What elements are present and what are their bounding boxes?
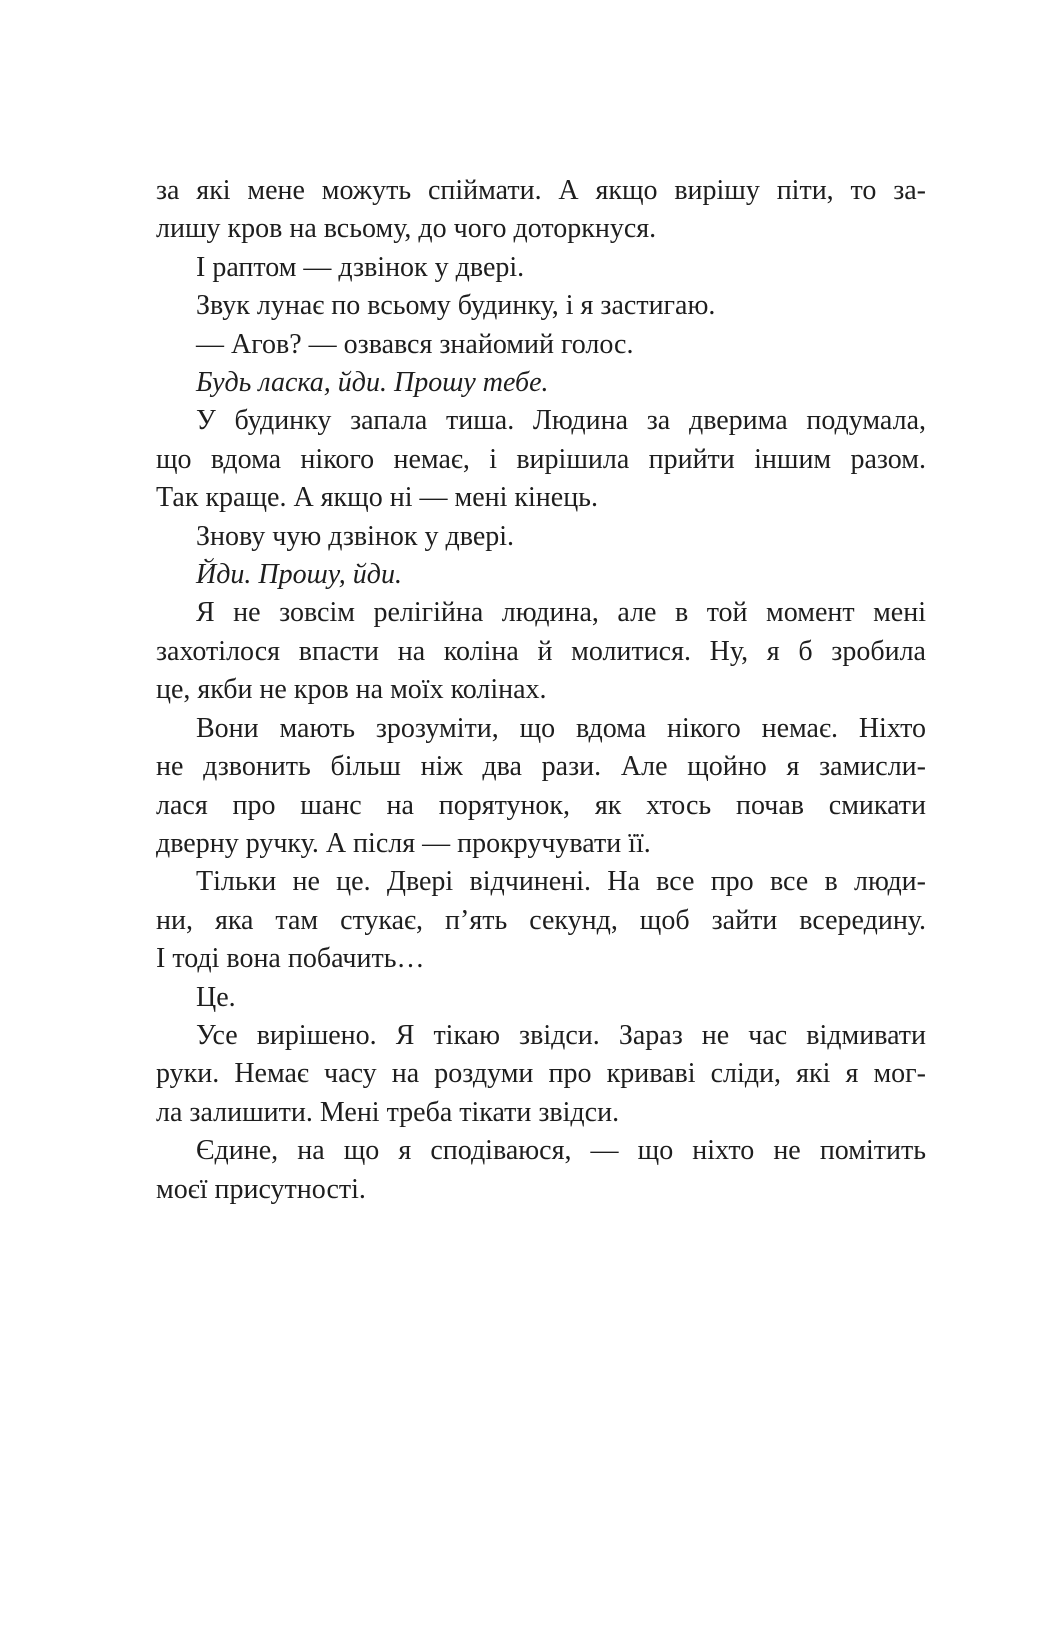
text-line: У будинку запала тиша. Людина за дверима подумала, (196, 405, 926, 437)
text-line: Так краще. А якщо ні — мені кінець. (156, 482, 598, 514)
text-line: І раптом — дзвінок у двері. (196, 251, 525, 283)
text-line-italic: Йди. Прошу, йди. (196, 559, 402, 591)
page-text-block (156, 172, 926, 1209)
text-line: не дзвонить більш ніж два рази. Але щойно я замисли- (156, 751, 926, 783)
text-line: моєї присутності. (156, 1173, 366, 1205)
text-line: Звук лунає по всьому будинку, і я застигаю. (196, 290, 716, 322)
text-line: Знову чую дзвінок у двері. (196, 520, 515, 552)
text-line: лишу кров на всьому, до чого доторкнуся. (156, 213, 657, 245)
text-line: це, якби не кров на моїх колінах. (156, 674, 547, 706)
text-line: Це. (196, 981, 236, 1013)
text-line: що вдома нікого немає, і вирішила прийти іншим разом. (156, 443, 926, 475)
text-line: ла залишити. Мені треба тікати звідси. (156, 1096, 620, 1128)
text-line: Єдине, на що я сподіваюся, — що ніхто не помітить (196, 1135, 926, 1167)
text-line: ни, яка там стукає, п’ять секунд, щоб зайти всередину. (156, 904, 926, 936)
text-line: захотілося впасти на коліна й молитися. Ну, я б зробила (156, 635, 926, 667)
text-line-italic: Будь ласка, йди. Прошу тебе. (196, 367, 549, 399)
text-line: Усе вирішено. Я тікаю звідси. Зараз не час відмивати (196, 1019, 926, 1051)
text-line: лася про шанс на порятунок, як хтось почав смикати (156, 789, 926, 821)
text-line: дверну ручку. А після — прокручувати її. (156, 827, 651, 859)
text-line: Тільки не це. Двері відчинені. На все про все в люди- (196, 866, 926, 898)
text-line: Я не зовсім релігійна людина, але в той момент мені (196, 597, 926, 629)
text-line: за які мене можуть спіймати. А якщо вирішу піти, то за- (156, 175, 926, 206)
text-line: Вони мають зрозуміти, що вдома нікого немає. Ніхто (196, 712, 926, 744)
text-line: руки. Немає часу на роздуми про криваві сліди, які я мог- (156, 1058, 926, 1090)
text-line: — Агов? — озвався знайомий голос. (196, 328, 634, 360)
text-line: І тоді вона побачить… (156, 943, 425, 975)
